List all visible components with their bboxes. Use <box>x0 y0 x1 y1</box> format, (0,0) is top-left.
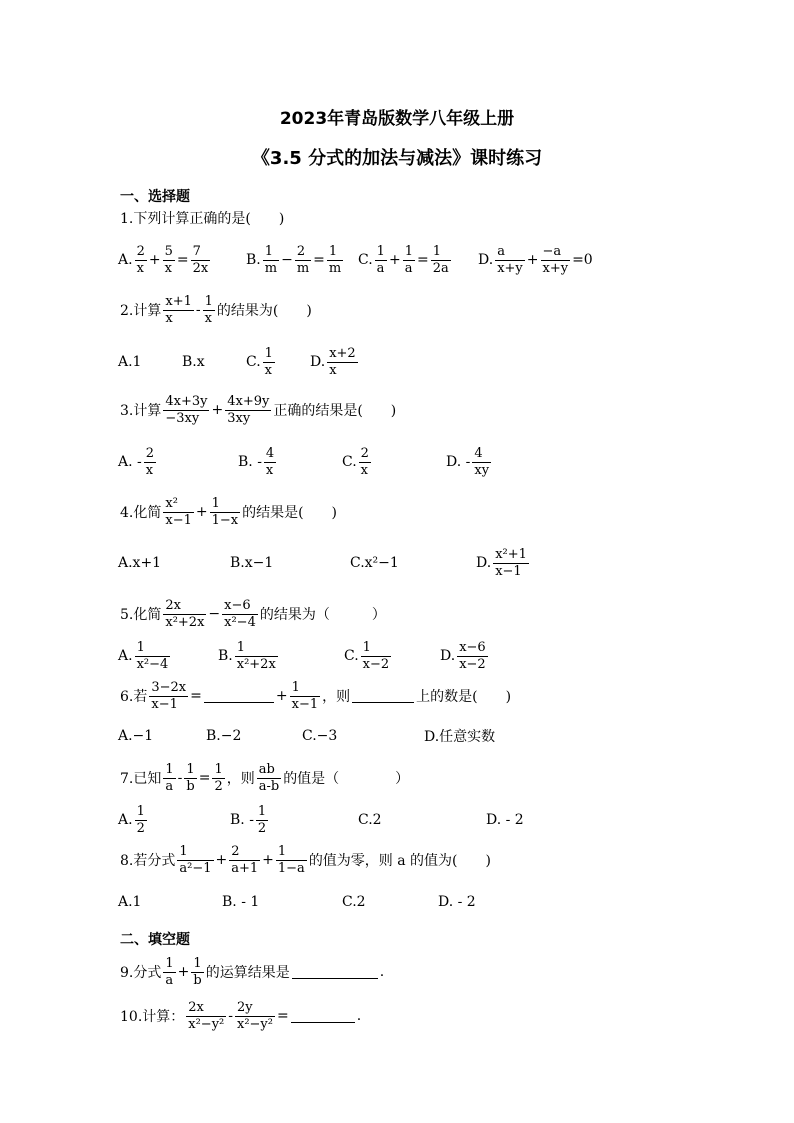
option-c: C.2 <box>358 812 382 828</box>
fraction <box>135 640 171 673</box>
fraction <box>493 547 529 580</box>
question-text: B. - <box>230 812 254 828</box>
fraction-denominator: x <box>204 310 212 326</box>
page-title: 2023年青岛版数学八年级上册 <box>279 109 515 129</box>
fraction <box>163 394 209 427</box>
fraction <box>263 346 275 379</box>
question-text: = <box>176 252 189 268</box>
fraction-numerator: 2 <box>360 445 369 461</box>
fraction-numerator: ab <box>257 762 281 779</box>
fraction-numerator: 1 <box>264 345 273 361</box>
option-c: C.−3 <box>302 728 338 744</box>
question-text: 6.若 <box>120 689 148 705</box>
fraction-denominator: a <box>376 260 385 276</box>
fraction-denominator: 2a <box>432 260 449 276</box>
option-a: A.−1 <box>118 728 154 744</box>
fraction <box>295 244 311 277</box>
question-text: + <box>215 852 228 868</box>
fraction-denominator: m <box>264 260 278 276</box>
fraction-numerator: 1 <box>257 803 267 819</box>
question-text: 正确的结果是( ) <box>273 403 397 419</box>
fraction-numerator: 1 <box>136 803 145 819</box>
fraction-numerator: 1 <box>177 844 213 861</box>
fraction-denominator: b <box>186 778 195 794</box>
fraction-numerator: 4x+3y <box>165 393 208 409</box>
question-8-options <box>118 882 754 922</box>
question-text: . <box>379 964 385 980</box>
fraction-denominator: a <box>165 972 174 988</box>
option-d <box>478 244 593 277</box>
question-text: 4.化简 <box>120 505 162 521</box>
option-c <box>342 446 373 479</box>
question-7-options <box>118 800 754 840</box>
question-6-stem <box>120 676 754 716</box>
fraction-numerator: −a <box>541 244 571 261</box>
question-text: + <box>262 852 274 868</box>
question-1-options <box>118 240 754 280</box>
fraction-denominator: x <box>165 310 173 326</box>
question-text: 的值是（ ） <box>283 771 410 787</box>
fraction-denominator: x+y <box>497 260 523 276</box>
question-text: D. - <box>446 454 471 470</box>
fraction-denominator: x <box>264 362 273 378</box>
question-text: = <box>416 252 429 268</box>
fraction <box>229 844 260 877</box>
fraction <box>135 804 147 837</box>
fraction-denominator: x−1 <box>165 512 192 528</box>
fraction-numerator: 7 <box>191 244 211 261</box>
question-text: + <box>275 688 288 704</box>
fraction <box>186 1000 226 1033</box>
fraction <box>222 598 258 631</box>
fraction <box>163 294 194 327</box>
fraction-denominator: x+y <box>542 260 569 276</box>
fraction <box>149 680 188 713</box>
question-text: 的结果是( ) <box>242 505 338 521</box>
fraction-numerator: 2 <box>145 445 155 461</box>
fraction-numerator: 2x <box>186 1000 226 1017</box>
question-text: C. <box>246 354 261 370</box>
option-a <box>118 244 212 277</box>
fraction <box>256 804 268 837</box>
fraction <box>144 446 156 479</box>
question-text: C. <box>344 648 359 664</box>
question-text: D. <box>310 354 326 370</box>
question-3-stem <box>120 390 754 430</box>
section-heading-choice: 一、选择题 <box>120 189 190 205</box>
question-text: B. - <box>238 454 262 470</box>
question-text: = <box>198 770 211 786</box>
question-4-stem <box>120 492 754 532</box>
fraction-numerator: 2 <box>229 844 260 861</box>
fraction-numerator: 1 <box>204 293 213 309</box>
option-d <box>440 640 490 673</box>
fraction <box>225 394 271 427</box>
question-text: 5.化简 <box>120 607 162 623</box>
question-text: 上的数是( ) <box>416 689 512 705</box>
fraction-numerator: 1 <box>135 640 171 657</box>
question-text: = <box>190 688 202 704</box>
option-d <box>446 446 493 479</box>
question-text: 9.分式 <box>120 965 162 981</box>
option-d: D.任意实数 <box>424 729 496 745</box>
question-text: + <box>211 402 224 418</box>
option-b: B.x <box>182 354 205 370</box>
fraction-denominator: 2 <box>136 820 145 836</box>
fraction-numerator: 2x <box>163 598 206 615</box>
question-text: = <box>277 1008 289 1024</box>
question-text: A. <box>118 252 133 268</box>
fraction-denominator: 2x <box>192 260 209 276</box>
question-6-options <box>118 716 754 756</box>
fraction <box>375 244 387 277</box>
answer-blank[interactable] <box>292 977 378 979</box>
question-text: 的运算结果是 <box>205 965 290 981</box>
fraction-numerator: 1 <box>327 244 343 261</box>
fraction <box>290 680 321 713</box>
fraction-denominator: x²−y² <box>237 1016 273 1032</box>
fraction <box>276 844 307 877</box>
option-b <box>218 640 280 673</box>
fraction <box>184 762 196 795</box>
fraction-denominator: a²−1 <box>179 860 212 876</box>
fraction-denominator: 2 <box>214 778 223 794</box>
question-text: . <box>356 1008 362 1024</box>
fraction-numerator: 1 <box>404 243 413 259</box>
question-text: - <box>228 1008 233 1024</box>
option-b: B.x−1 <box>230 555 274 571</box>
question-text: − <box>281 252 293 268</box>
question-text: D. <box>440 648 456 664</box>
fraction <box>457 640 488 673</box>
fraction-denominator: x−2 <box>459 656 486 672</box>
fraction-denominator: 2 <box>257 820 267 836</box>
fraction-denominator: x−1 <box>495 563 522 579</box>
question-text: A. <box>118 648 133 664</box>
fraction-denominator: a-b <box>258 778 280 794</box>
fraction-denominator: x <box>329 362 337 378</box>
fraction-numerator: 1 <box>376 243 385 259</box>
fraction-numerator: x² <box>163 496 194 513</box>
section-heading-fill: 二、填空题 <box>120 932 190 948</box>
question-5-options <box>118 636 754 676</box>
option-b <box>238 446 278 479</box>
question-text: + <box>177 964 190 980</box>
fraction-numerator: 4x+9y <box>227 393 270 409</box>
fraction-numerator: x²+1 <box>495 546 527 562</box>
fraction <box>135 244 147 277</box>
question-text: D. <box>478 252 494 268</box>
fraction <box>163 598 206 631</box>
fraction <box>212 762 224 795</box>
fraction <box>235 640 278 673</box>
fraction-denominator: b <box>193 972 202 988</box>
question-7-stem <box>120 758 754 798</box>
question-text: 8.若分式 <box>120 853 176 869</box>
fraction <box>327 244 343 277</box>
question-3-options <box>118 442 754 482</box>
option-d: D. - 2 <box>438 894 476 910</box>
fraction-denominator: x <box>360 462 369 478</box>
fraction <box>191 244 211 277</box>
fraction-numerator: 1 <box>165 955 174 971</box>
question-text: − <box>208 606 221 622</box>
option-b <box>246 244 345 277</box>
question-text: 2.计算 <box>120 303 162 319</box>
fraction-denominator: m <box>328 260 342 276</box>
fraction <box>264 446 276 479</box>
option-c: C.2 <box>342 894 366 910</box>
question-5-stem <box>120 594 754 634</box>
option-a <box>118 640 172 673</box>
option-d: D. - 2 <box>486 812 524 828</box>
fraction-denominator: x²−4 <box>224 614 256 630</box>
fraction-numerator: 1 <box>263 244 279 261</box>
option-c <box>246 346 277 379</box>
fraction-numerator: 4 <box>265 445 275 461</box>
question-text: A. <box>118 812 133 828</box>
option-c <box>344 640 393 673</box>
fraction <box>495 244 525 277</box>
question-text: - <box>177 770 183 786</box>
question-8-stem <box>120 840 754 880</box>
fraction-numerator: 2y <box>235 1000 275 1017</box>
fraction-numerator: 1 <box>184 762 196 779</box>
fraction-numerator: 4 <box>472 446 491 463</box>
question-text: C. <box>358 252 373 268</box>
question-10-stem <box>120 996 754 1036</box>
option-b: B. - 1 <box>222 894 260 910</box>
fraction-denominator: x²−y² <box>188 1016 225 1032</box>
fraction-denominator: 3xy <box>227 410 251 426</box>
option-a: A.x+1 <box>118 555 162 571</box>
fraction <box>431 244 451 277</box>
fraction-numerator: 1 <box>235 640 278 657</box>
question-text: = <box>313 252 325 268</box>
question-2-options <box>118 342 754 382</box>
fraction-numerator: 3−2x <box>151 679 187 695</box>
option-a: A.1 <box>118 894 142 910</box>
question-text: 的结果为（ ） <box>259 607 386 623</box>
fraction-numerator: 1 <box>290 680 321 697</box>
fraction-denominator: x <box>164 260 172 276</box>
answer-blank[interactable] <box>204 701 274 703</box>
fraction-numerator: 1 <box>361 640 392 657</box>
option-d <box>310 346 360 379</box>
fraction-denominator: m <box>296 260 310 276</box>
fraction-numerator: 2 <box>136 243 145 259</box>
question-text: ，则 <box>226 771 255 787</box>
question-text: 的值为零，则 a 的值为( ) <box>308 853 491 869</box>
question-2-stem <box>120 290 754 330</box>
option-a <box>118 804 149 837</box>
option-a: A.1 <box>118 354 142 370</box>
fraction-numerator: 2 <box>295 244 311 261</box>
question-text: - <box>195 302 201 318</box>
fraction-denominator: x <box>136 260 144 276</box>
question-text: + <box>195 504 208 520</box>
fraction <box>541 244 571 277</box>
fraction-denominator: x−1 <box>291 696 319 712</box>
fraction-denominator: a <box>404 260 413 276</box>
option-b: B.−2 <box>206 728 242 744</box>
question-text: B. <box>218 648 233 664</box>
question-text: 3.计算 <box>120 403 162 419</box>
fraction <box>257 762 281 795</box>
question-text: + <box>148 252 161 268</box>
fraction <box>210 496 241 529</box>
option-b <box>230 804 270 837</box>
fraction <box>361 640 392 673</box>
fraction <box>235 1000 275 1033</box>
fraction-denominator: x²+2x <box>236 656 276 672</box>
fraction-denominator: x²−4 <box>136 656 169 672</box>
fraction-numerator: 1 <box>210 496 241 513</box>
question-text: 7.已知 <box>120 771 162 787</box>
fraction-numerator: 1 <box>191 956 203 973</box>
fraction-denominator: x <box>145 462 154 478</box>
question-text: C. <box>342 454 357 470</box>
fraction <box>472 446 491 479</box>
fraction-denominator: −3xy <box>165 410 200 426</box>
fraction-denominator: 1−x <box>211 512 239 528</box>
fraction-numerator: x−6 <box>459 639 486 655</box>
fraction-denominator: a+1 <box>231 860 259 876</box>
fraction <box>327 346 358 379</box>
fraction <box>163 956 175 989</box>
question-text: 1.下列计算正确的是( ) <box>120 211 285 227</box>
fraction <box>191 956 203 989</box>
fraction-denominator: x−2 <box>362 656 390 672</box>
fraction-denominator: 1−a <box>277 860 305 876</box>
question-text: =0 <box>572 252 593 268</box>
question-4-options <box>118 543 754 583</box>
fraction-numerator: a <box>495 244 525 261</box>
fraction-numerator: x+1 <box>165 293 192 309</box>
question-text: + <box>388 252 401 268</box>
fraction <box>403 244 415 277</box>
fraction <box>163 244 175 277</box>
fraction-denominator: a <box>165 778 174 794</box>
option-a <box>118 446 158 479</box>
answer-blank[interactable] <box>291 1021 355 1023</box>
fraction-numerator: 1 <box>214 761 223 777</box>
question-text: D. <box>476 555 492 571</box>
fraction-numerator: x+2 <box>329 345 356 361</box>
fraction <box>359 446 371 479</box>
option-c <box>358 244 453 277</box>
fraction-numerator: 1 <box>276 844 307 861</box>
fraction <box>203 294 215 327</box>
fraction-denominator: x²+2x <box>165 614 205 630</box>
fraction <box>263 244 279 277</box>
question-text: 的结果为( ) <box>216 303 312 319</box>
fraction-numerator: 5 <box>164 243 173 259</box>
question-text: B. <box>246 252 261 268</box>
fraction-denominator: x <box>265 462 274 478</box>
question-text: ，则 <box>322 689 351 705</box>
fraction-numerator: x−6 <box>222 598 258 615</box>
question-text: A. - <box>118 454 142 470</box>
question-text: + <box>526 252 539 268</box>
fraction-denominator: x−1 <box>151 696 178 712</box>
option-c: C.x²−1 <box>350 555 399 571</box>
fraction-numerator: 1 <box>165 761 174 777</box>
question-1-stem <box>120 198 754 238</box>
page-subtitle: 《3.5 分式的加法与减法》课时练习 <box>251 148 543 169</box>
fraction <box>177 844 213 877</box>
fraction-numerator: 1 <box>431 244 451 261</box>
fraction <box>163 496 194 529</box>
question-text: 10.计算： <box>120 1009 185 1025</box>
question-9-stem <box>120 952 754 992</box>
option-d <box>476 547 531 580</box>
fraction <box>163 762 175 795</box>
answer-blank[interactable] <box>352 701 414 703</box>
fraction-denominator: xy <box>474 462 490 478</box>
